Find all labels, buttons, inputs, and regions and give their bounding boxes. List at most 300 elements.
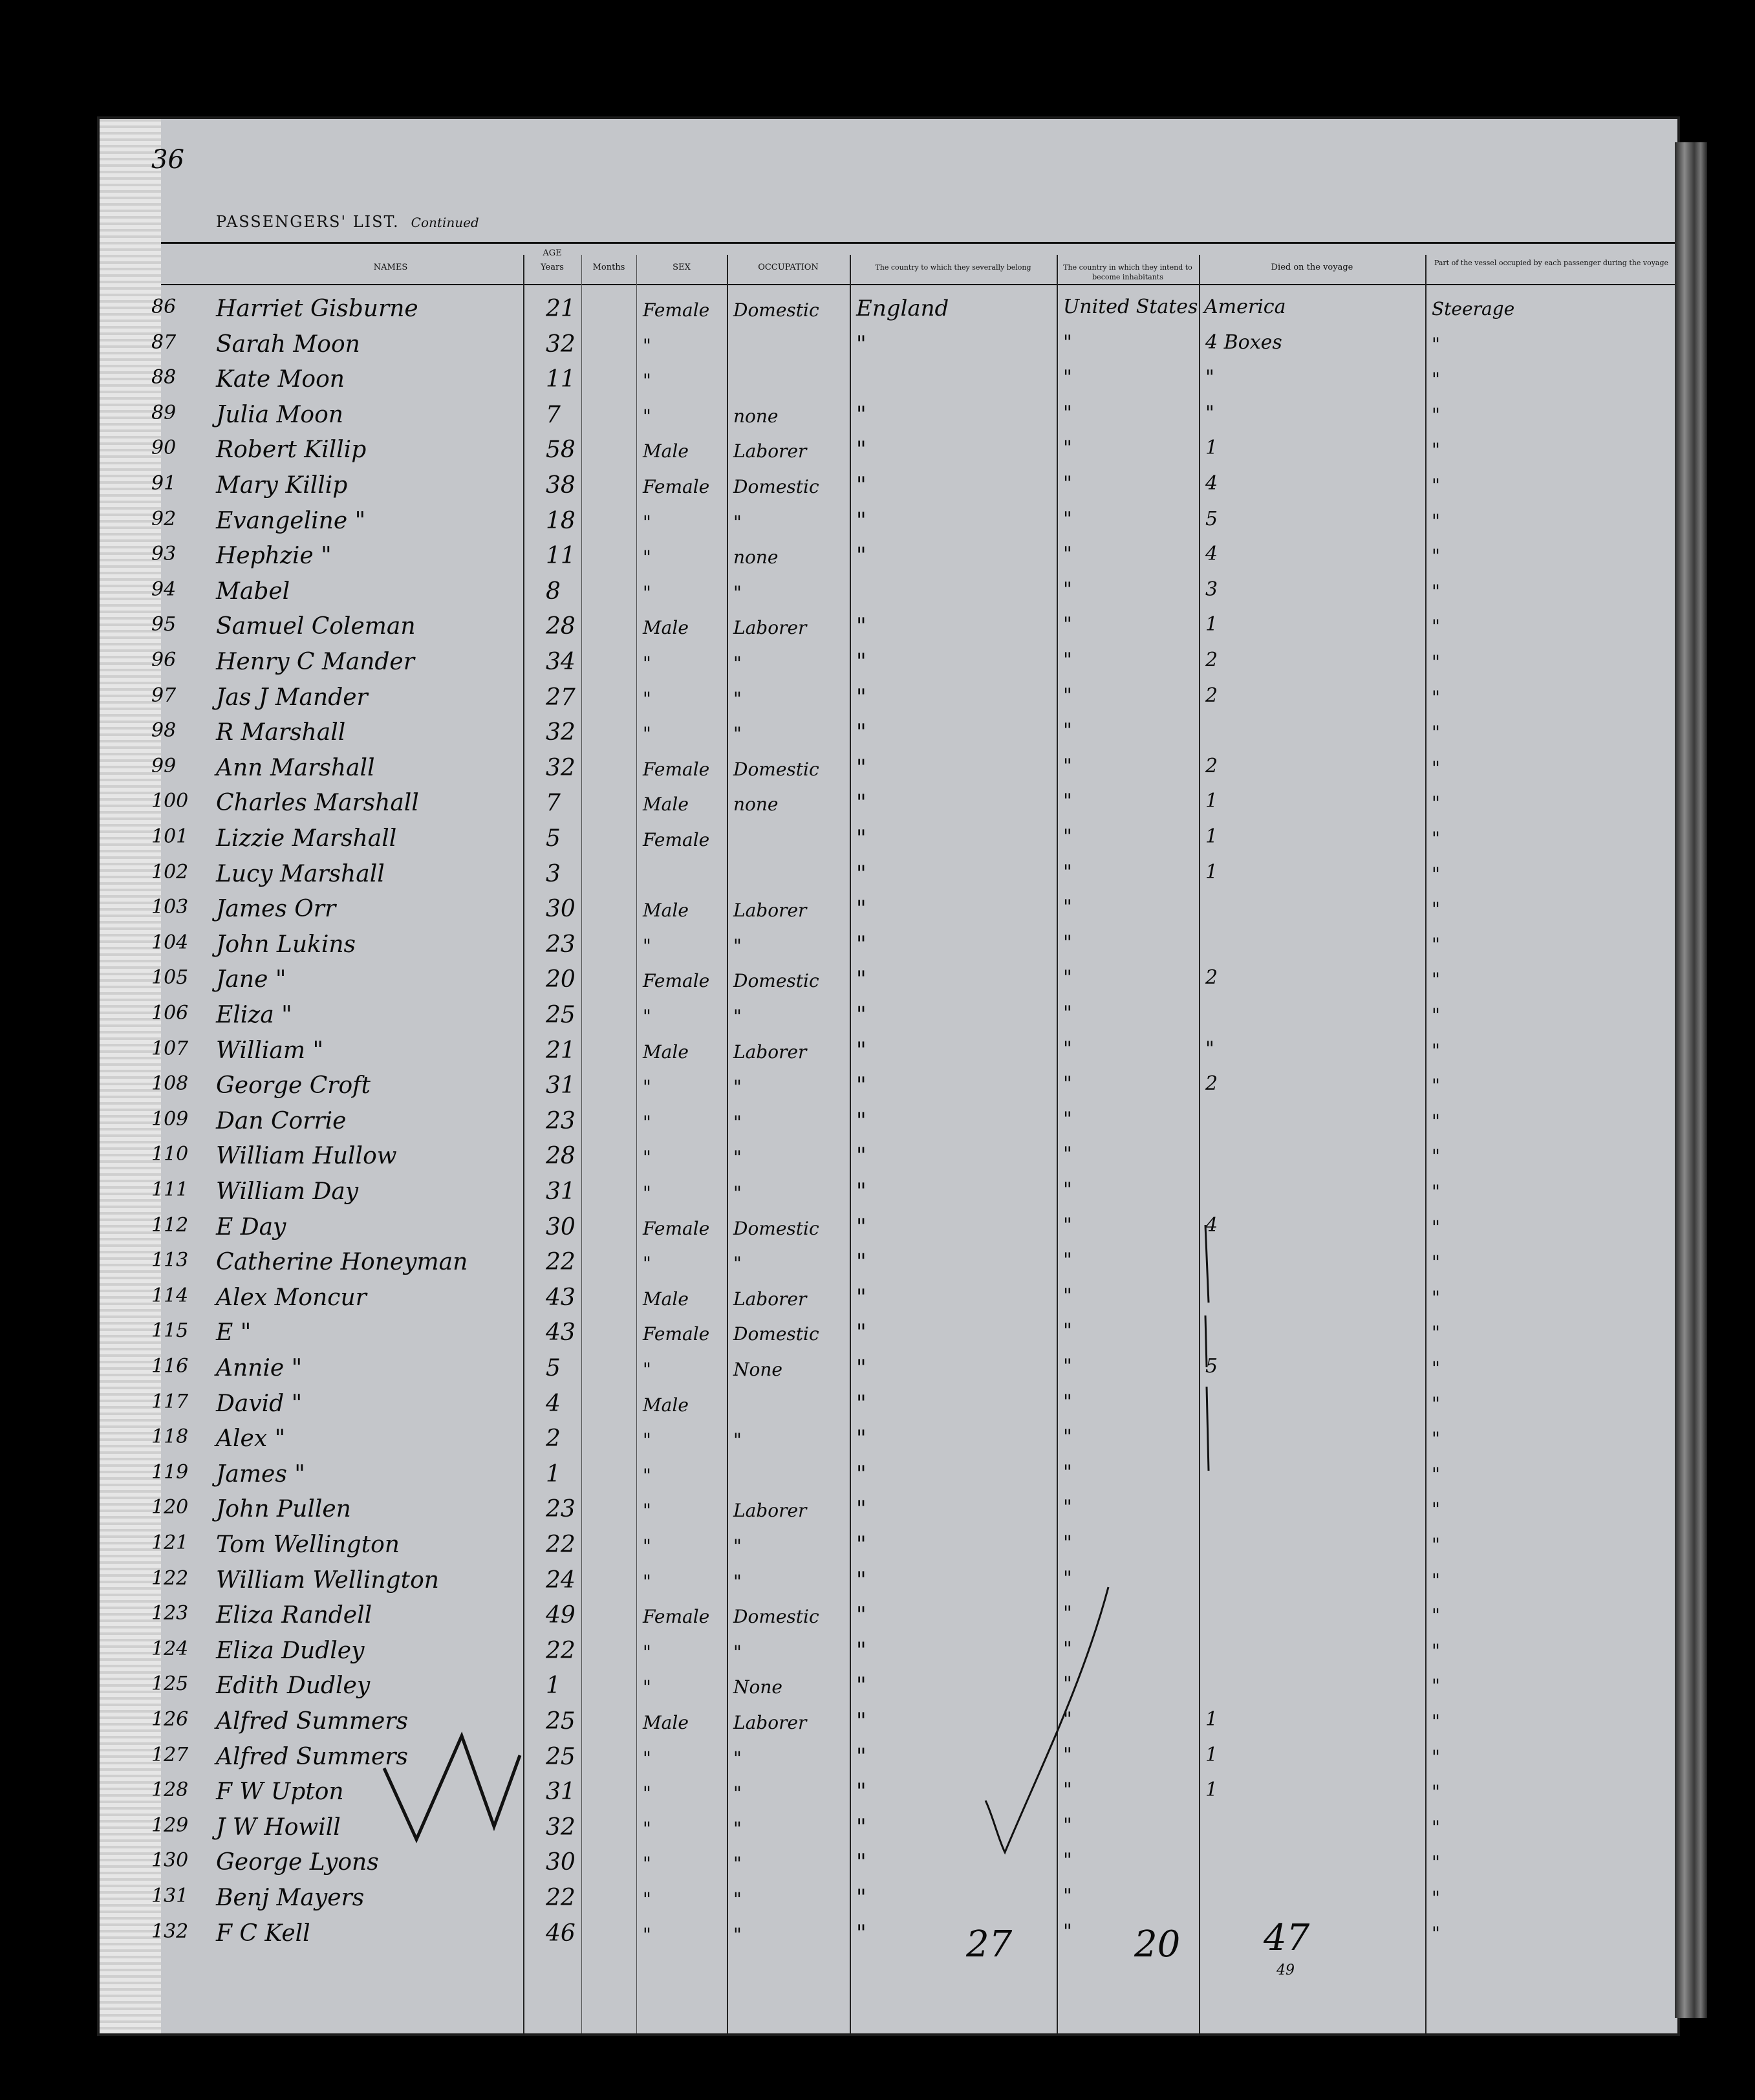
- passenger-destination: ": [1063, 931, 1072, 954]
- passenger-number: 110: [151, 1143, 189, 1166]
- table-row: [100, 431, 1677, 466]
- table-row: [100, 1703, 1677, 1738]
- passenger-sex: ": [643, 1500, 651, 1522]
- passenger-country: ": [856, 1178, 867, 1204]
- passenger-number: 94: [151, 578, 177, 601]
- vessel-part: ": [1432, 404, 1440, 426]
- passenger-name: John Lukins: [216, 931, 356, 958]
- passenger-sex: ": [643, 405, 651, 427]
- passenger-age: 20: [546, 966, 576, 993]
- passenger-age: 30: [546, 896, 576, 923]
- vessel-part: ": [1432, 475, 1440, 496]
- passenger-number: 101: [151, 825, 189, 848]
- passenger-destination: ": [1063, 613, 1072, 636]
- passenger-occupation: Domestic: [733, 970, 819, 992]
- vessel-part: ": [1432, 616, 1440, 638]
- passenger-country: ": [856, 1672, 867, 1699]
- passenger-destination: ": [1063, 790, 1072, 813]
- passenger-number: 100: [151, 790, 189, 813]
- passenger-country: ": [856, 1002, 867, 1028]
- passenger-destination: ": [1063, 1107, 1072, 1131]
- passenger-name: William ": [216, 1037, 324, 1064]
- header-sex: SEX: [673, 263, 691, 272]
- vessel-part: ": [1432, 1499, 1440, 1521]
- passenger-sex: ": [643, 1817, 651, 1839]
- passenger-number: 95: [151, 613, 177, 636]
- passenger-occupation: ": [733, 1889, 742, 1910]
- passenger-occupation: none: [733, 547, 779, 568]
- died-on-voyage: 2: [1205, 684, 1218, 707]
- passenger-country: ": [856, 1143, 867, 1169]
- passenger-age: 22: [546, 1885, 576, 1911]
- passenger-country: ": [856, 1779, 867, 1805]
- passenger-number: 113: [151, 1249, 189, 1272]
- passenger-destination: ": [1063, 366, 1072, 389]
- passenger-name: F W Upton: [216, 1779, 344, 1806]
- passenger-sex: ": [643, 334, 651, 356]
- passenger-name: Sarah Moon: [216, 330, 360, 358]
- title-continued: Continued: [411, 215, 479, 230]
- passenger-number: 123: [151, 1602, 189, 1625]
- passenger-sex: Female: [643, 1217, 710, 1239]
- passenger-name: Mary Killip: [216, 472, 348, 499]
- passenger-country: ": [856, 1390, 867, 1416]
- passenger-destination: ": [1063, 1566, 1072, 1590]
- passenger-name: Charles Marshall: [216, 790, 419, 817]
- passenger-age: 22: [546, 1532, 576, 1558]
- vessel-part: ": [1432, 1322, 1440, 1344]
- passenger-destination: ": [1063, 1002, 1072, 1024]
- passenger-sex: Male: [643, 440, 689, 462]
- passenger-sex: ": [643, 1359, 651, 1380]
- passenger-number: 119: [151, 1460, 189, 1484]
- passenger-country: ": [856, 472, 867, 498]
- passenger-occupation: ": [733, 1076, 742, 1098]
- passenger-name: Henry C Mander: [216, 649, 415, 675]
- passenger-country: ": [856, 931, 867, 957]
- vessel-part: ": [1432, 792, 1440, 814]
- table-row: [100, 679, 1677, 714]
- passenger-occupation: Domestic: [733, 299, 819, 321]
- passenger-country: ": [856, 1813, 867, 1840]
- header-country-inhabit: The country in which they intend to become inhabitants: [1063, 263, 1192, 281]
- vessel-part: ": [1432, 1216, 1440, 1238]
- passenger-occupation: ": [733, 1570, 742, 1592]
- passenger-age: 7: [546, 401, 561, 428]
- died-on-voyage: 1: [1205, 790, 1218, 813]
- passenger-number: 97: [151, 684, 177, 707]
- header-top-rule: [161, 242, 1677, 244]
- passenger-name: John Pullen: [216, 1496, 351, 1523]
- passenger-destination: ": [1063, 472, 1072, 495]
- passenger-number: 108: [151, 1072, 189, 1096]
- passenger-number: 99: [151, 754, 177, 777]
- vessel-part: ": [1432, 1075, 1440, 1097]
- passenger-country: ": [856, 1319, 867, 1346]
- passenger-age: 25: [546, 1002, 576, 1028]
- passenger-name: E Day: [216, 1213, 286, 1240]
- table-row: [100, 1491, 1677, 1526]
- passenger-age: 31: [546, 1178, 576, 1205]
- passenger-destination: ": [1063, 860, 1072, 883]
- table-row: [100, 891, 1677, 926]
- passenger-destination: ": [1063, 966, 1072, 990]
- vessel-part: ": [1432, 1816, 1440, 1838]
- passenger-destination: ": [1063, 1779, 1072, 1802]
- passenger-country: ": [856, 1107, 867, 1134]
- passenger-age: 32: [546, 719, 576, 746]
- passenger-number: 106: [151, 1002, 189, 1024]
- table-row: [100, 326, 1677, 361]
- passenger-occupation: ": [733, 1253, 742, 1275]
- passenger-sex: Male: [643, 1041, 689, 1063]
- died-on-voyage: 3: [1205, 578, 1218, 601]
- passenger-number: 132: [151, 1920, 189, 1943]
- table-row: [100, 503, 1677, 537]
- passenger-country: ": [856, 825, 867, 851]
- passenger-name: Edith Dudley: [216, 1672, 371, 1700]
- passenger-age: 21: [546, 296, 576, 322]
- passenger-country: ": [856, 649, 867, 675]
- table-row: [100, 467, 1677, 502]
- vessel-part: ": [1432, 369, 1440, 391]
- passenger-name: James Orr: [216, 896, 336, 923]
- died-on-voyage: 1: [1205, 613, 1218, 636]
- passenger-age: 31: [546, 1072, 576, 1099]
- table-row: [100, 1279, 1677, 1314]
- tally-right: 47: [1264, 1917, 1310, 1959]
- table-row: [100, 1879, 1677, 1914]
- vessel-part: Steerage: [1432, 298, 1515, 319]
- vessel-part: ": [1432, 651, 1440, 673]
- passenger-destination: ": [1063, 1249, 1072, 1272]
- passenger-name: F C Kell: [216, 1920, 310, 1947]
- tally-right-sub: 49: [1276, 1962, 1295, 1978]
- passenger-occupation: Domestic: [733, 1323, 819, 1345]
- table-row: [100, 1350, 1677, 1385]
- passenger-name: Eliza Dudley: [216, 1637, 365, 1664]
- table-row: [100, 1420, 1677, 1455]
- header-bottom-rule: [161, 284, 1677, 285]
- table-row: [100, 290, 1677, 325]
- vessel-part: ": [1432, 1004, 1440, 1026]
- passenger-sex: ": [643, 653, 651, 674]
- passenger-country: ": [856, 754, 867, 781]
- passenger-sex: ": [643, 723, 651, 745]
- passenger-age: 4: [546, 1390, 561, 1417]
- vessel-part: ": [1432, 1358, 1440, 1379]
- died-on-voyage: 2: [1205, 649, 1218, 671]
- died-on-voyage: ": [1205, 401, 1214, 424]
- passenger-country: ": [856, 1355, 867, 1381]
- table-row: [100, 1915, 1677, 1950]
- passenger-occupation: ": [733, 1111, 742, 1133]
- passenger-age: 5: [546, 825, 561, 852]
- passenger-occupation: none: [733, 794, 779, 816]
- passenger-destination: ": [1063, 1319, 1072, 1343]
- table-row: [100, 750, 1677, 785]
- passenger-age: 8: [546, 578, 561, 605]
- passenger-country: ": [856, 330, 867, 357]
- passenger-destination: ": [1063, 1496, 1072, 1519]
- vessel-part: ": [1432, 1392, 1440, 1414]
- passenger-destination: United States America: [1063, 296, 1286, 318]
- passenger-sex: Male: [643, 794, 689, 816]
- passenger-country: ": [856, 719, 867, 746]
- passenger-number: 89: [151, 401, 177, 424]
- passenger-age: 43: [546, 1319, 576, 1347]
- passenger-number: 91: [151, 472, 177, 495]
- table-row: [100, 537, 1677, 572]
- passenger-sex: ": [643, 1676, 651, 1698]
- passenger-sex: ": [643, 687, 651, 709]
- table-row: [100, 1597, 1677, 1632]
- passenger-country: ": [856, 1708, 867, 1734]
- passenger-name: Mabel: [216, 578, 290, 605]
- vessel-part: ": [1432, 898, 1440, 920]
- header-age: AGE: [543, 248, 562, 258]
- passenger-sex: ": [643, 1889, 651, 1910]
- passenger-age: 21: [546, 1037, 576, 1064]
- passenger-destination: ": [1063, 684, 1072, 707]
- passenger-country: ": [856, 507, 867, 534]
- passenger-age: 31: [546, 1779, 576, 1806]
- passenger-number: 103: [151, 896, 189, 919]
- passenger-sex: ": [643, 1076, 651, 1098]
- passenger-name: Benj Mayers: [216, 1885, 365, 1911]
- table-row: [100, 1809, 1677, 1844]
- table-row: [100, 1738, 1677, 1773]
- table-row: [100, 1314, 1677, 1349]
- table-row: [100, 1844, 1677, 1879]
- passenger-age: 5: [546, 1355, 561, 1381]
- passenger-name: William Day: [216, 1178, 359, 1205]
- passenger-occupation: None: [733, 1359, 782, 1380]
- passenger-country: ": [856, 896, 867, 922]
- passenger-number: 107: [151, 1037, 189, 1060]
- table-row: [100, 1103, 1677, 1138]
- passenger-destination: ": [1063, 1602, 1072, 1625]
- passenger-occupation: Laborer: [733, 1288, 807, 1310]
- died-on-voyage: 4: [1205, 1213, 1218, 1237]
- passenger-occupation: ": [733, 1429, 742, 1451]
- passenger-name: Alfred Summers: [216, 1708, 408, 1735]
- passenger-name: Alex Moncur: [216, 1284, 367, 1311]
- passenger-occupation: ": [733, 1641, 742, 1663]
- vessel-part: ": [1432, 969, 1440, 991]
- table-row: [100, 1632, 1677, 1667]
- vessel-part: ": [1432, 863, 1440, 885]
- passenger-name: Julia Moon: [216, 401, 343, 428]
- table-row: [100, 820, 1677, 855]
- passenger-occupation: ": [733, 1535, 742, 1557]
- passenger-sex: Female: [643, 758, 710, 780]
- vessel-part: ": [1432, 1711, 1440, 1732]
- passenger-destination: ": [1063, 543, 1072, 566]
- passenger-sex: Female: [643, 829, 710, 850]
- passenger-age: 25: [546, 1708, 576, 1735]
- passenger-sex: Male: [643, 617, 689, 639]
- passenger-occupation: Domestic: [733, 1606, 819, 1628]
- passenger-number: 118: [151, 1425, 189, 1449]
- died-on-voyage: 1: [1205, 1779, 1218, 1802]
- passenger-sex: Female: [643, 970, 710, 992]
- header-part-of-vessel: Part of the vessel occupied by each passenger during the voyage: [1434, 259, 1669, 267]
- passenger-name: Dan Corrie: [216, 1107, 347, 1134]
- passenger-number: 112: [151, 1213, 189, 1237]
- table-row: [100, 1209, 1677, 1244]
- header-age-years: Years: [541, 263, 564, 272]
- tally-left: 27: [966, 1923, 1013, 1965]
- passenger-sex: ": [643, 547, 651, 568]
- passenger-country: ": [856, 1920, 867, 1946]
- passenger-number: 104: [151, 931, 189, 954]
- passenger-age: 11: [546, 543, 576, 570]
- passenger-age: 32: [546, 330, 576, 358]
- passenger-country: ": [856, 1072, 867, 1099]
- passenger-age: 23: [546, 1107, 576, 1134]
- passenger-occupation: ": [733, 653, 742, 674]
- passenger-occupation: Laborer: [733, 1712, 807, 1733]
- died-on-voyage: 1: [1205, 1708, 1218, 1731]
- passenger-age: 3: [546, 860, 561, 887]
- passenger-age: 1: [546, 1460, 561, 1488]
- table-row: [100, 714, 1677, 749]
- passenger-number: 130: [151, 1849, 189, 1872]
- passenger-age: 25: [546, 1743, 576, 1770]
- passenger-country: ": [856, 437, 867, 463]
- passenger-age: 27: [546, 684, 576, 711]
- vessel-part: ": [1432, 545, 1440, 567]
- passenger-sex: ": [643, 1006, 651, 1027]
- table-row: [100, 997, 1677, 1032]
- table-row: [100, 573, 1677, 608]
- passenger-name: Hephzie ": [216, 543, 332, 570]
- passenger-occupation: ": [733, 1817, 742, 1839]
- passenger-sex: ": [643, 1923, 651, 1945]
- passenger-country: ": [856, 860, 867, 887]
- passenger-country: ": [856, 684, 867, 710]
- table-row: [100, 1385, 1677, 1420]
- passenger-destination: ": [1063, 1425, 1072, 1449]
- passenger-occupation: Laborer: [733, 617, 807, 639]
- died-on-voyage: 1: [1205, 825, 1218, 848]
- passenger-sex: ": [643, 511, 651, 533]
- passenger-number: 124: [151, 1637, 189, 1660]
- passenger-age: 34: [546, 649, 576, 675]
- vessel-part: ": [1432, 828, 1440, 849]
- header-age-months: Months: [592, 263, 625, 272]
- passenger-number: 111: [151, 1178, 189, 1201]
- passenger-destination: ": [1063, 1743, 1072, 1766]
- passenger-destination: ": [1063, 649, 1072, 671]
- died-on-voyage: 2: [1205, 966, 1218, 990]
- passenger-country: England: [856, 296, 949, 321]
- table-row: [100, 644, 1677, 678]
- died-on-voyage: 1: [1205, 437, 1218, 460]
- passenger-occupation: ": [733, 935, 742, 957]
- passenger-country: ": [856, 1566, 867, 1593]
- passenger-age: 18: [546, 507, 576, 534]
- passenger-destination: ": [1063, 1708, 1072, 1731]
- vessel-part: ": [1432, 1145, 1440, 1167]
- passenger-sex: ": [643, 1641, 651, 1663]
- passenger-destination: ": [1063, 1213, 1072, 1237]
- passenger-age: 22: [546, 1637, 576, 1664]
- passenger-age: 28: [546, 1143, 576, 1170]
- table-row: [100, 1526, 1677, 1561]
- passenger-number: 117: [151, 1390, 189, 1413]
- passenger-country: ": [856, 1425, 867, 1452]
- passenger-country: ": [856, 1743, 867, 1770]
- passenger-name: Eliza ": [216, 1002, 292, 1028]
- passenger-age: 58: [546, 437, 576, 464]
- passenger-sex: Female: [643, 299, 710, 321]
- passenger-age: 32: [546, 754, 576, 781]
- passenger-destination: ": [1063, 1072, 1072, 1096]
- vessel-part: ": [1432, 1922, 1440, 1944]
- passenger-occupation: None: [733, 1676, 782, 1698]
- passenger-country: ": [856, 543, 867, 569]
- passenger-occupation: ": [733, 581, 742, 603]
- passenger-country: ": [856, 1213, 867, 1240]
- table-row: [100, 1173, 1677, 1208]
- passenger-occupation: ": [733, 687, 742, 709]
- passenger-name: Lizzie Marshall: [216, 825, 397, 852]
- passenger-name: Catherine Honeyman: [216, 1249, 468, 1276]
- manifest-page: [97, 116, 1680, 2036]
- passenger-sex: Male: [643, 1288, 689, 1310]
- died-on-voyage: 4: [1205, 543, 1218, 566]
- passenger-occupation: none: [733, 405, 779, 427]
- passenger-sex: ": [643, 1182, 651, 1204]
- vessel-part: ": [1432, 1887, 1440, 1909]
- passenger-number: 88: [151, 366, 177, 389]
- vessel-part: ": [1432, 439, 1440, 461]
- passenger-occupation: Laborer: [733, 1500, 807, 1522]
- passenger-age: 22: [546, 1249, 576, 1276]
- passenger-country: ": [856, 1496, 867, 1522]
- passenger-name: William Wellington: [216, 1566, 439, 1594]
- passenger-age: 30: [546, 1849, 576, 1876]
- passenger-destination: ": [1063, 578, 1072, 601]
- table-row: [100, 361, 1677, 396]
- passenger-occupation: ": [733, 1853, 742, 1875]
- header-died: Died on the voyage: [1271, 263, 1353, 272]
- passenger-age: 28: [546, 613, 576, 640]
- passenger-name: Annie ": [216, 1355, 303, 1381]
- passenger-age: 32: [546, 1813, 576, 1841]
- passenger-country: ": [856, 1637, 867, 1663]
- vessel-part: ": [1432, 1463, 1440, 1485]
- table-row: [100, 1067, 1677, 1102]
- passenger-name: James ": [216, 1460, 305, 1488]
- passenger-sex: ": [643, 1429, 651, 1451]
- passenger-destination: ": [1063, 1637, 1072, 1660]
- passenger-destination: ": [1063, 330, 1072, 354]
- table-row: [100, 1244, 1677, 1279]
- vessel-part: ": [1432, 1640, 1440, 1662]
- passenger-country: ": [856, 1885, 867, 1911]
- passenger-destination: ": [1063, 437, 1072, 460]
- vessel-part: ": [1432, 333, 1440, 355]
- vessel-part: ": [1432, 580, 1440, 602]
- passenger-number: 98: [151, 719, 177, 742]
- passenger-destination: ": [1063, 754, 1072, 777]
- passenger-age: 1: [546, 1672, 561, 1700]
- passenger-sex: ": [643, 1111, 651, 1133]
- passenger-name: Evangeline ": [216, 507, 366, 534]
